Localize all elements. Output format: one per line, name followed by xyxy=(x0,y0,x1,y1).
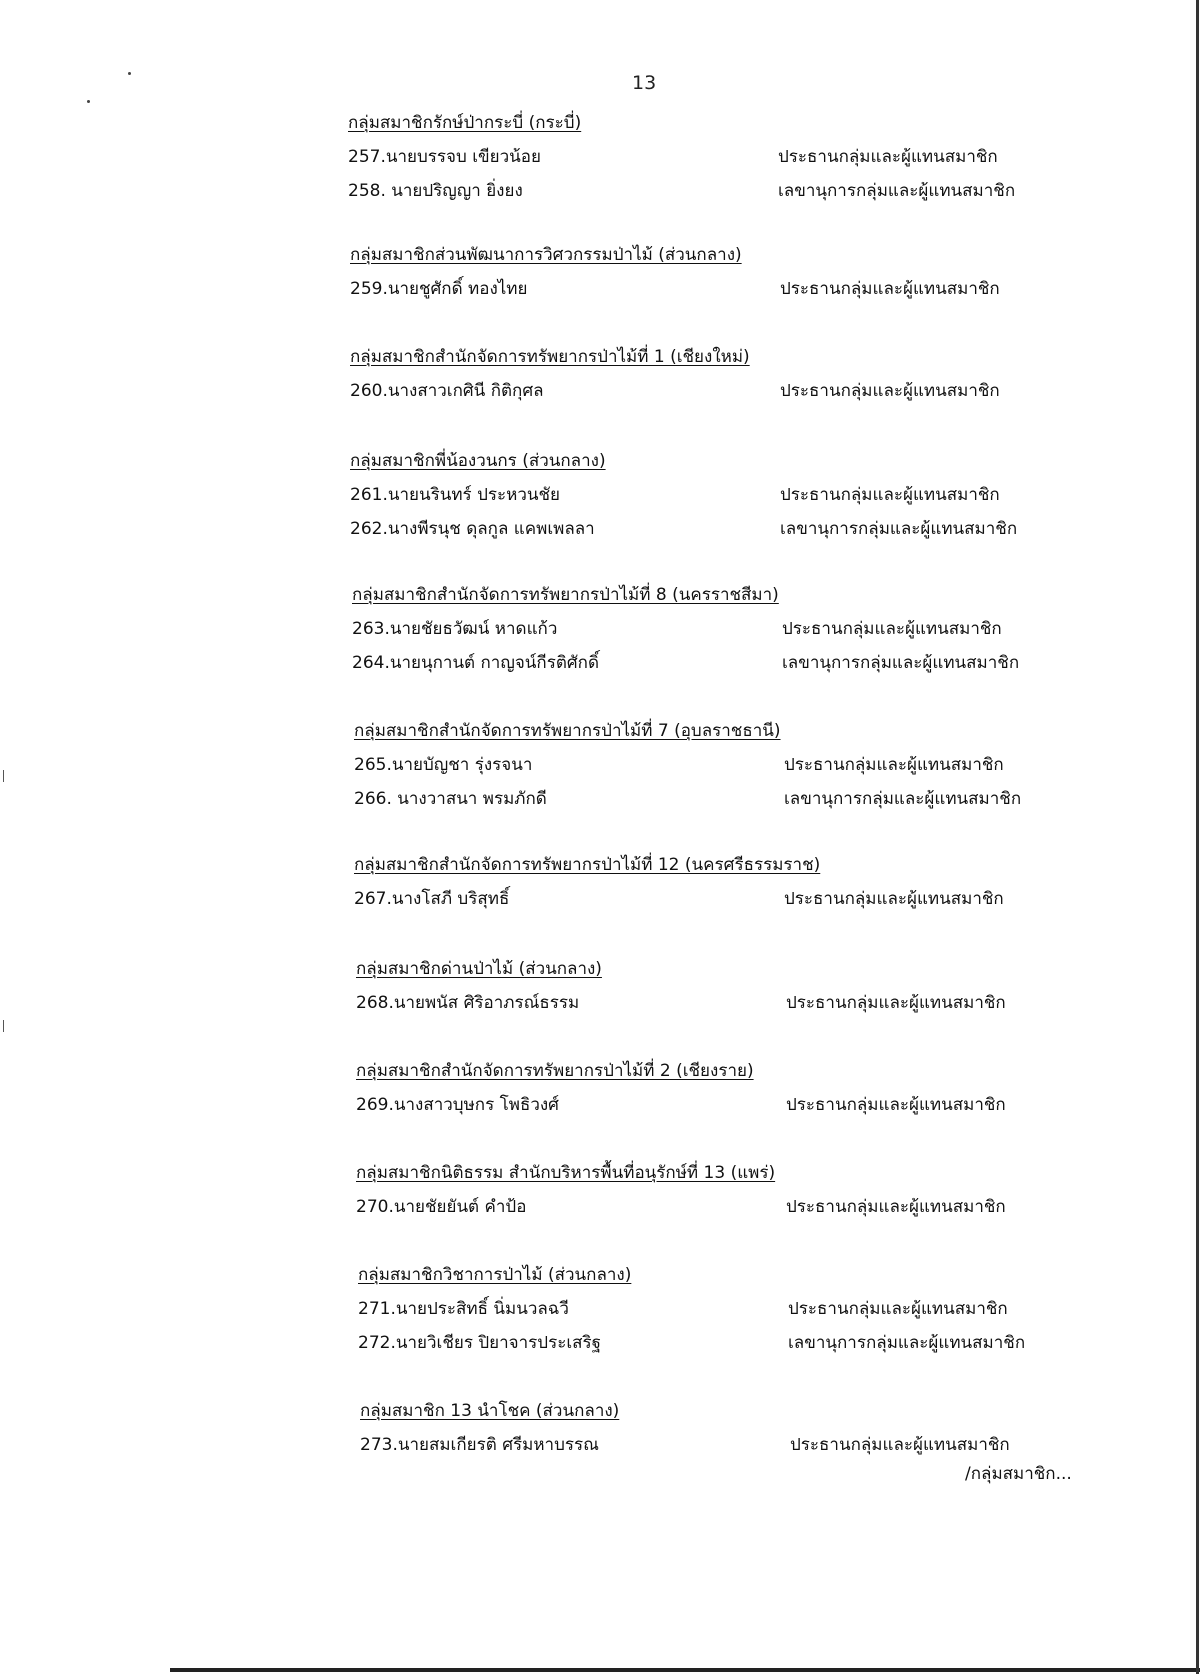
member-name: 263.นายชัยธวัฒน์ หาดแก้ว xyxy=(352,619,558,639)
member-group xyxy=(360,1394,1120,1462)
member-role: เลขานุการกลุ่มและผู้แทนสมาชิก xyxy=(788,1333,1026,1353)
scan-mark xyxy=(3,1020,4,1032)
member-row xyxy=(348,174,1108,208)
member-role: เลขานุการกลุ่มและผู้แทนสมาชิก xyxy=(780,519,1018,539)
member-group xyxy=(354,848,1114,916)
member-name: 264.นายนุกานต์ กาญจน์กีรติศักดิ์ xyxy=(352,653,599,673)
member-group xyxy=(354,714,1114,816)
member-role: ประธานกลุ่มและผู้แทนสมาชิก xyxy=(780,279,1000,299)
member-group xyxy=(350,340,1110,408)
member-name: 273.นายสมเกียรติ ศรีมหาบรรณ xyxy=(360,1435,599,1455)
member-group xyxy=(352,578,1112,680)
member-name: 271.นายประสิทธิ์ นิ่มนวลฉวี xyxy=(358,1299,569,1319)
group-title: กลุ่มสมาชิกส่วนพัฒนาการวิศวกรรมป่าไม้ (ส่วนกลาง) xyxy=(350,245,742,265)
member-name: 267.นางโสภี บริสุทธิ์ xyxy=(354,889,510,909)
member-role: เลขานุการกลุ่มและผู้แทนสมาชิก xyxy=(782,653,1020,673)
group-title: กลุ่มสมาชิกสำนักจัดการทรัพยากรป่าไม้ที่ 2 (เชียงราย) xyxy=(356,1061,754,1081)
member-row xyxy=(354,748,1114,782)
group-title: กลุ่มสมาชิกสำนักจัดการทรัพยากรป่าไม้ที่ 1 (เชียงใหม่) xyxy=(350,347,750,367)
member-row xyxy=(354,782,1114,816)
member-name: 258. นายปริญญา ยิ่งยง xyxy=(348,181,523,201)
member-row xyxy=(356,986,1116,1020)
group-title: กลุ่มสมาชิกสำนักจัดการทรัพยากรป่าไม้ที่ 7 (อุบลราชธานี) xyxy=(354,721,781,741)
member-row xyxy=(356,1190,1116,1224)
member-group xyxy=(356,1156,1116,1224)
member-role: ประธานกลุ่มและผู้แทนสมาชิก xyxy=(788,1299,1008,1319)
member-row xyxy=(352,612,1112,646)
member-row xyxy=(358,1326,1118,1360)
member-group xyxy=(350,238,1110,306)
member-row xyxy=(350,478,1110,512)
member-name: 259.นายชูศักดิ์ ทองไทย xyxy=(350,279,528,299)
member-name: 262.นางพีรนุช ดุลกูล แคพเพลลา xyxy=(350,519,595,539)
member-group xyxy=(350,444,1110,546)
member-name: 268.นายพนัส ศิริอาภรณ์ธรรม xyxy=(356,993,580,1013)
member-role: ประธานกลุ่มและผู้แทนสมาชิก xyxy=(780,485,1000,505)
member-row xyxy=(350,512,1110,546)
group-title: กลุ่มสมาชิกนิติธรรม สำนักบริหารพื้นที่อนุรักษ์ที่ 13 (แพร่) xyxy=(356,1163,776,1183)
continuation-note: /กลุ่มสมาชิก... xyxy=(965,1464,1072,1484)
page-number: 13 xyxy=(632,72,657,94)
member-row xyxy=(348,140,1108,174)
member-name: 260.นางสาวเกศินี กิติกุศล xyxy=(350,381,544,401)
member-name: 272.นายวิเชียร ปิยาจารประเสริฐ xyxy=(358,1333,602,1353)
member-role: ประธานกลุ่มและผู้แทนสมาชิก xyxy=(786,1197,1006,1217)
member-group xyxy=(348,106,1108,208)
group-title: กลุ่มสมาชิกวิชาการป่าไม้ (ส่วนกลาง) xyxy=(358,1265,632,1285)
member-role: เลขานุการกลุ่มและผู้แทนสมาชิก xyxy=(784,789,1022,809)
group-title: กลุ่มสมาชิก 13 นำโชค (ส่วนกลาง) xyxy=(360,1401,620,1421)
scan-speck xyxy=(128,72,131,75)
member-row xyxy=(358,1292,1118,1326)
group-title: กลุ่มสมาชิกสำนักจัดการทรัพยากรป่าไม้ที่ 12 (นครศรีธรรมราช) xyxy=(354,855,821,875)
scan-border-right xyxy=(1196,0,1199,1674)
scan-border-bottom xyxy=(170,1668,1200,1672)
group-title: กลุ่มสมาชิกพี่น้องวนกร (ส่วนกลาง) xyxy=(350,451,606,471)
member-name: 269.นางสาวบุษกร โพธิวงศ์ xyxy=(356,1095,559,1115)
group-title: กลุ่มสมาชิกรักษ์ป่ากระบี่ (กระบี่) xyxy=(348,113,582,133)
scan-speck xyxy=(87,100,90,103)
member-group xyxy=(356,1054,1116,1122)
member-row xyxy=(356,1088,1116,1122)
member-role: เลขานุการกลุ่มและผู้แทนสมาชิก xyxy=(778,181,1016,201)
member-role: ประธานกลุ่มและผู้แทนสมาชิก xyxy=(784,889,1004,909)
member-role: ประธานกลุ่มและผู้แทนสมาชิก xyxy=(790,1435,1010,1455)
member-role: ประธานกลุ่มและผู้แทนสมาชิก xyxy=(778,147,998,167)
member-role: ประธานกลุ่มและผู้แทนสมาชิก xyxy=(782,619,1002,639)
member-role: ประธานกลุ่มและผู้แทนสมาชิก xyxy=(780,381,1000,401)
member-row xyxy=(350,374,1110,408)
member-role: ประธานกลุ่มและผู้แทนสมาชิก xyxy=(784,755,1004,775)
member-role: ประธานกลุ่มและผู้แทนสมาชิก xyxy=(786,993,1006,1013)
member-name: 270.นายชัยยันต์ คำป้อ xyxy=(356,1197,527,1217)
member-role: ประธานกลุ่มและผู้แทนสมาชิก xyxy=(786,1095,1006,1115)
member-name: 265.นายบัญชา รุ่งรจนา xyxy=(354,755,533,775)
member-row xyxy=(352,646,1112,680)
member-name: 257.นายบรรจบ เขียวน้อย xyxy=(348,147,541,167)
member-row xyxy=(360,1428,1120,1462)
member-name: 266. นางวาสนา พรมภักดี xyxy=(354,789,547,809)
member-row xyxy=(354,882,1114,916)
group-title: กลุ่มสมาชิกสำนักจัดการทรัพยากรป่าไม้ที่ 8 (นครราชสีมา) xyxy=(352,585,779,605)
scan-mark xyxy=(3,770,4,782)
member-group xyxy=(356,952,1116,1020)
group-title: กลุ่มสมาชิกด่านป่าไม้ (ส่วนกลาง) xyxy=(356,959,602,979)
member-row xyxy=(350,272,1110,306)
member-name: 261.นายนรินทร์ ประหวนชัย xyxy=(350,485,561,505)
member-group xyxy=(358,1258,1118,1360)
